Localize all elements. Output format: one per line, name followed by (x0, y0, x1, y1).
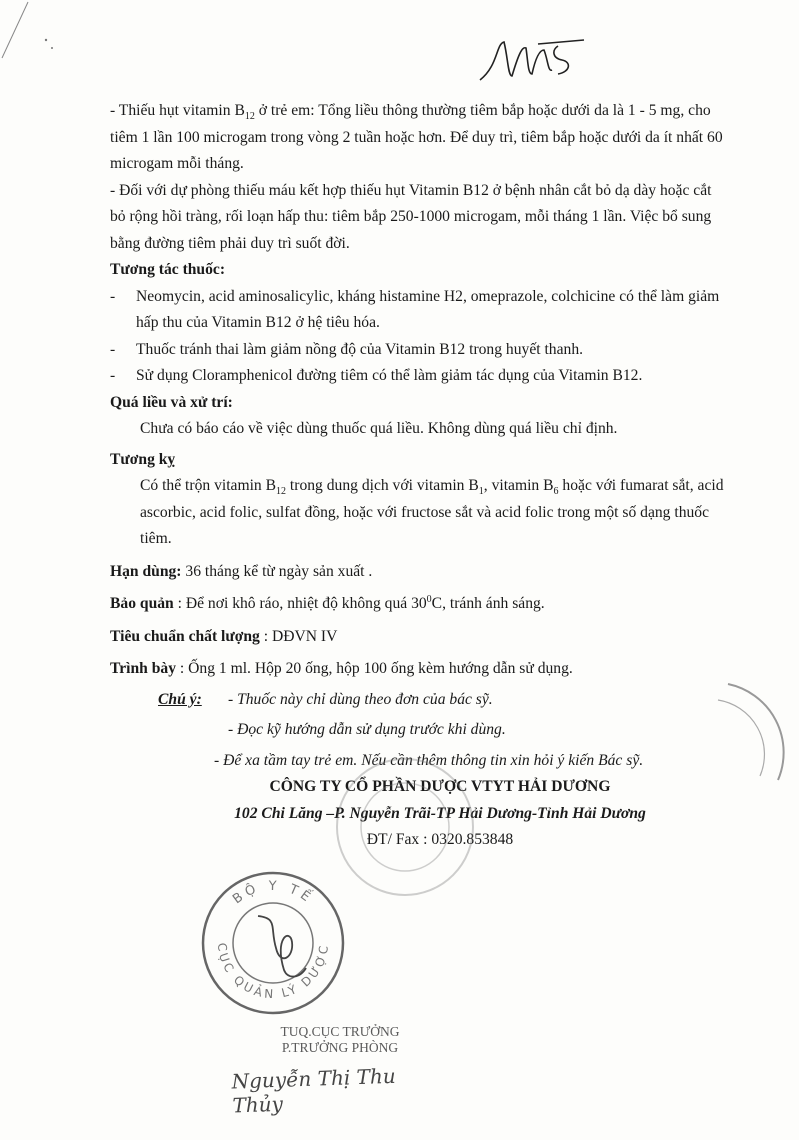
overdose-heading: Quá liều và xử trí: (110, 393, 233, 411)
signature-title-line2: P.TRƯỞNG PHÒNG (281, 1040, 399, 1055)
ministry-stamp (198, 868, 348, 1018)
document-body (110, 98, 730, 854)
interaction-item: - Neomycin, acid aminosalicylic, kháng histamine H2, omeprazole, colchicine có thể làm giảm hấp thu của Vitamin B12 ở hệ tiêu hóa. (110, 287, 720, 331)
company-phone: ĐT/ Fax : 0320.853848 (366, 831, 514, 848)
stamp-top-text: BỘ Y TẾ (230, 878, 316, 908)
svg-text:CỤC QUẢN LÝ DƯỢC (215, 942, 332, 1001)
overdose-text: Chưa có báo cáo về việc dùng thuốc quá liều. Không dùng quá liều chỉ định. (140, 420, 618, 437)
presentation: Trình bày : Ống 1 ml. Hộp 20 ống, hộp 100 ống kèm hướng dẫn sử dụng. (110, 660, 573, 677)
shelf-life: Hạn dùng: 36 tháng kể từ ngày sản xuất . (110, 562, 373, 580)
faded-company-stamp (330, 752, 480, 902)
incompatibility-text: Có thể trộn vitamin $B_{12}$ trong dung dịch với vitamin $B_1$, vitamin $B_6$ hoặc với fumarat sắt, acid ascorbic, acid folic, sulfat đồng, hoặc với fructose sắt và acid folic trong một số dạng thuốc tiêm. (140, 477, 724, 547)
note-label: Chú ý: (158, 690, 202, 708)
signature-block (240, 1024, 440, 1056)
company-name: CÔNG TY CỔ PHẦN DƯỢC VTYT HẢI DƯƠNG (269, 778, 611, 795)
incompatibility-heading: Tương kỵ (110, 450, 176, 468)
corner-scan-mark (0, 0, 60, 60)
note-item: - Để xa tầm tay trẻ em. Nếu cần thêm thông tin xin hỏi ý kiến Bác sỹ. (214, 751, 644, 769)
dosage-children: - Thiếu hụt vitamin $B_{12}$ ở trẻ em: Tổng liều thông thường tiêm bắp hoặc dưới da là 1 - 5 mg, cho tiêm 1 lần 100 microgam trong vòng 2 tuần hoặc hơn. Để duy trì, tiêm bắp hoặc dưới da ít nhất 60 microgam mỗi tháng. (110, 102, 723, 172)
handwritten-initials (478, 36, 588, 86)
dosage-prevention: - Đối với dự phòng thiếu máu kết hợp thiếu hụt Vitamin B12 ở bệnh nhân cắt bỏ dạ dày hoặc cắt bỏ rộng hồi tràng, rối loạn hấp thu: tiêm bắp 250-1000 microgam, mỗi tháng 1 lần. Việc bổ sung bằng đường tiêm phải duy trì suốt đời. (110, 181, 712, 252)
note-item: - Thuốc này chỉ dùng theo đơn của bác sỹ. (228, 690, 493, 708)
signature-title-line1: TUQ.CỤC TRƯỞNG (280, 1024, 400, 1039)
partial-stamp-right (708, 680, 788, 790)
signature-name: Nguyễn Thị Thu Thủy (231, 1063, 397, 1118)
storage: Bảo quản : Để nơi khô ráo, nhiệt độ không quá $30^0C$, tránh ánh sáng. (110, 593, 545, 612)
company-address: 102 Chi Lăng –P. Nguyễn Trãi-TP Hải Dương-Tỉnh Hải Dương (234, 804, 646, 822)
interactions-heading: Tương tác thuốc: (110, 261, 226, 278)
note-row (110, 717, 730, 744)
note-row (110, 687, 730, 714)
interaction-item: - Sử dụng Cloramphenicol đường tiêm có thể làm giảm tác dụng của Vitamin B12. (110, 367, 643, 384)
interaction-item: - Thuốc tránh thai làm giảm nồng độ của Vitamin B12 trong huyết thanh. (110, 340, 584, 358)
quality-standard: Tiêu chuẩn chất lượng : DĐVN IV (110, 627, 338, 645)
signature-scribble (258, 916, 306, 977)
stamp-bottom-text: CỤC QUẢN LÝ DƯỢC (214, 942, 332, 1002)
note-item: - Đọc kỹ hướng dẫn sử dụng trước khi dùng. (228, 721, 506, 738)
